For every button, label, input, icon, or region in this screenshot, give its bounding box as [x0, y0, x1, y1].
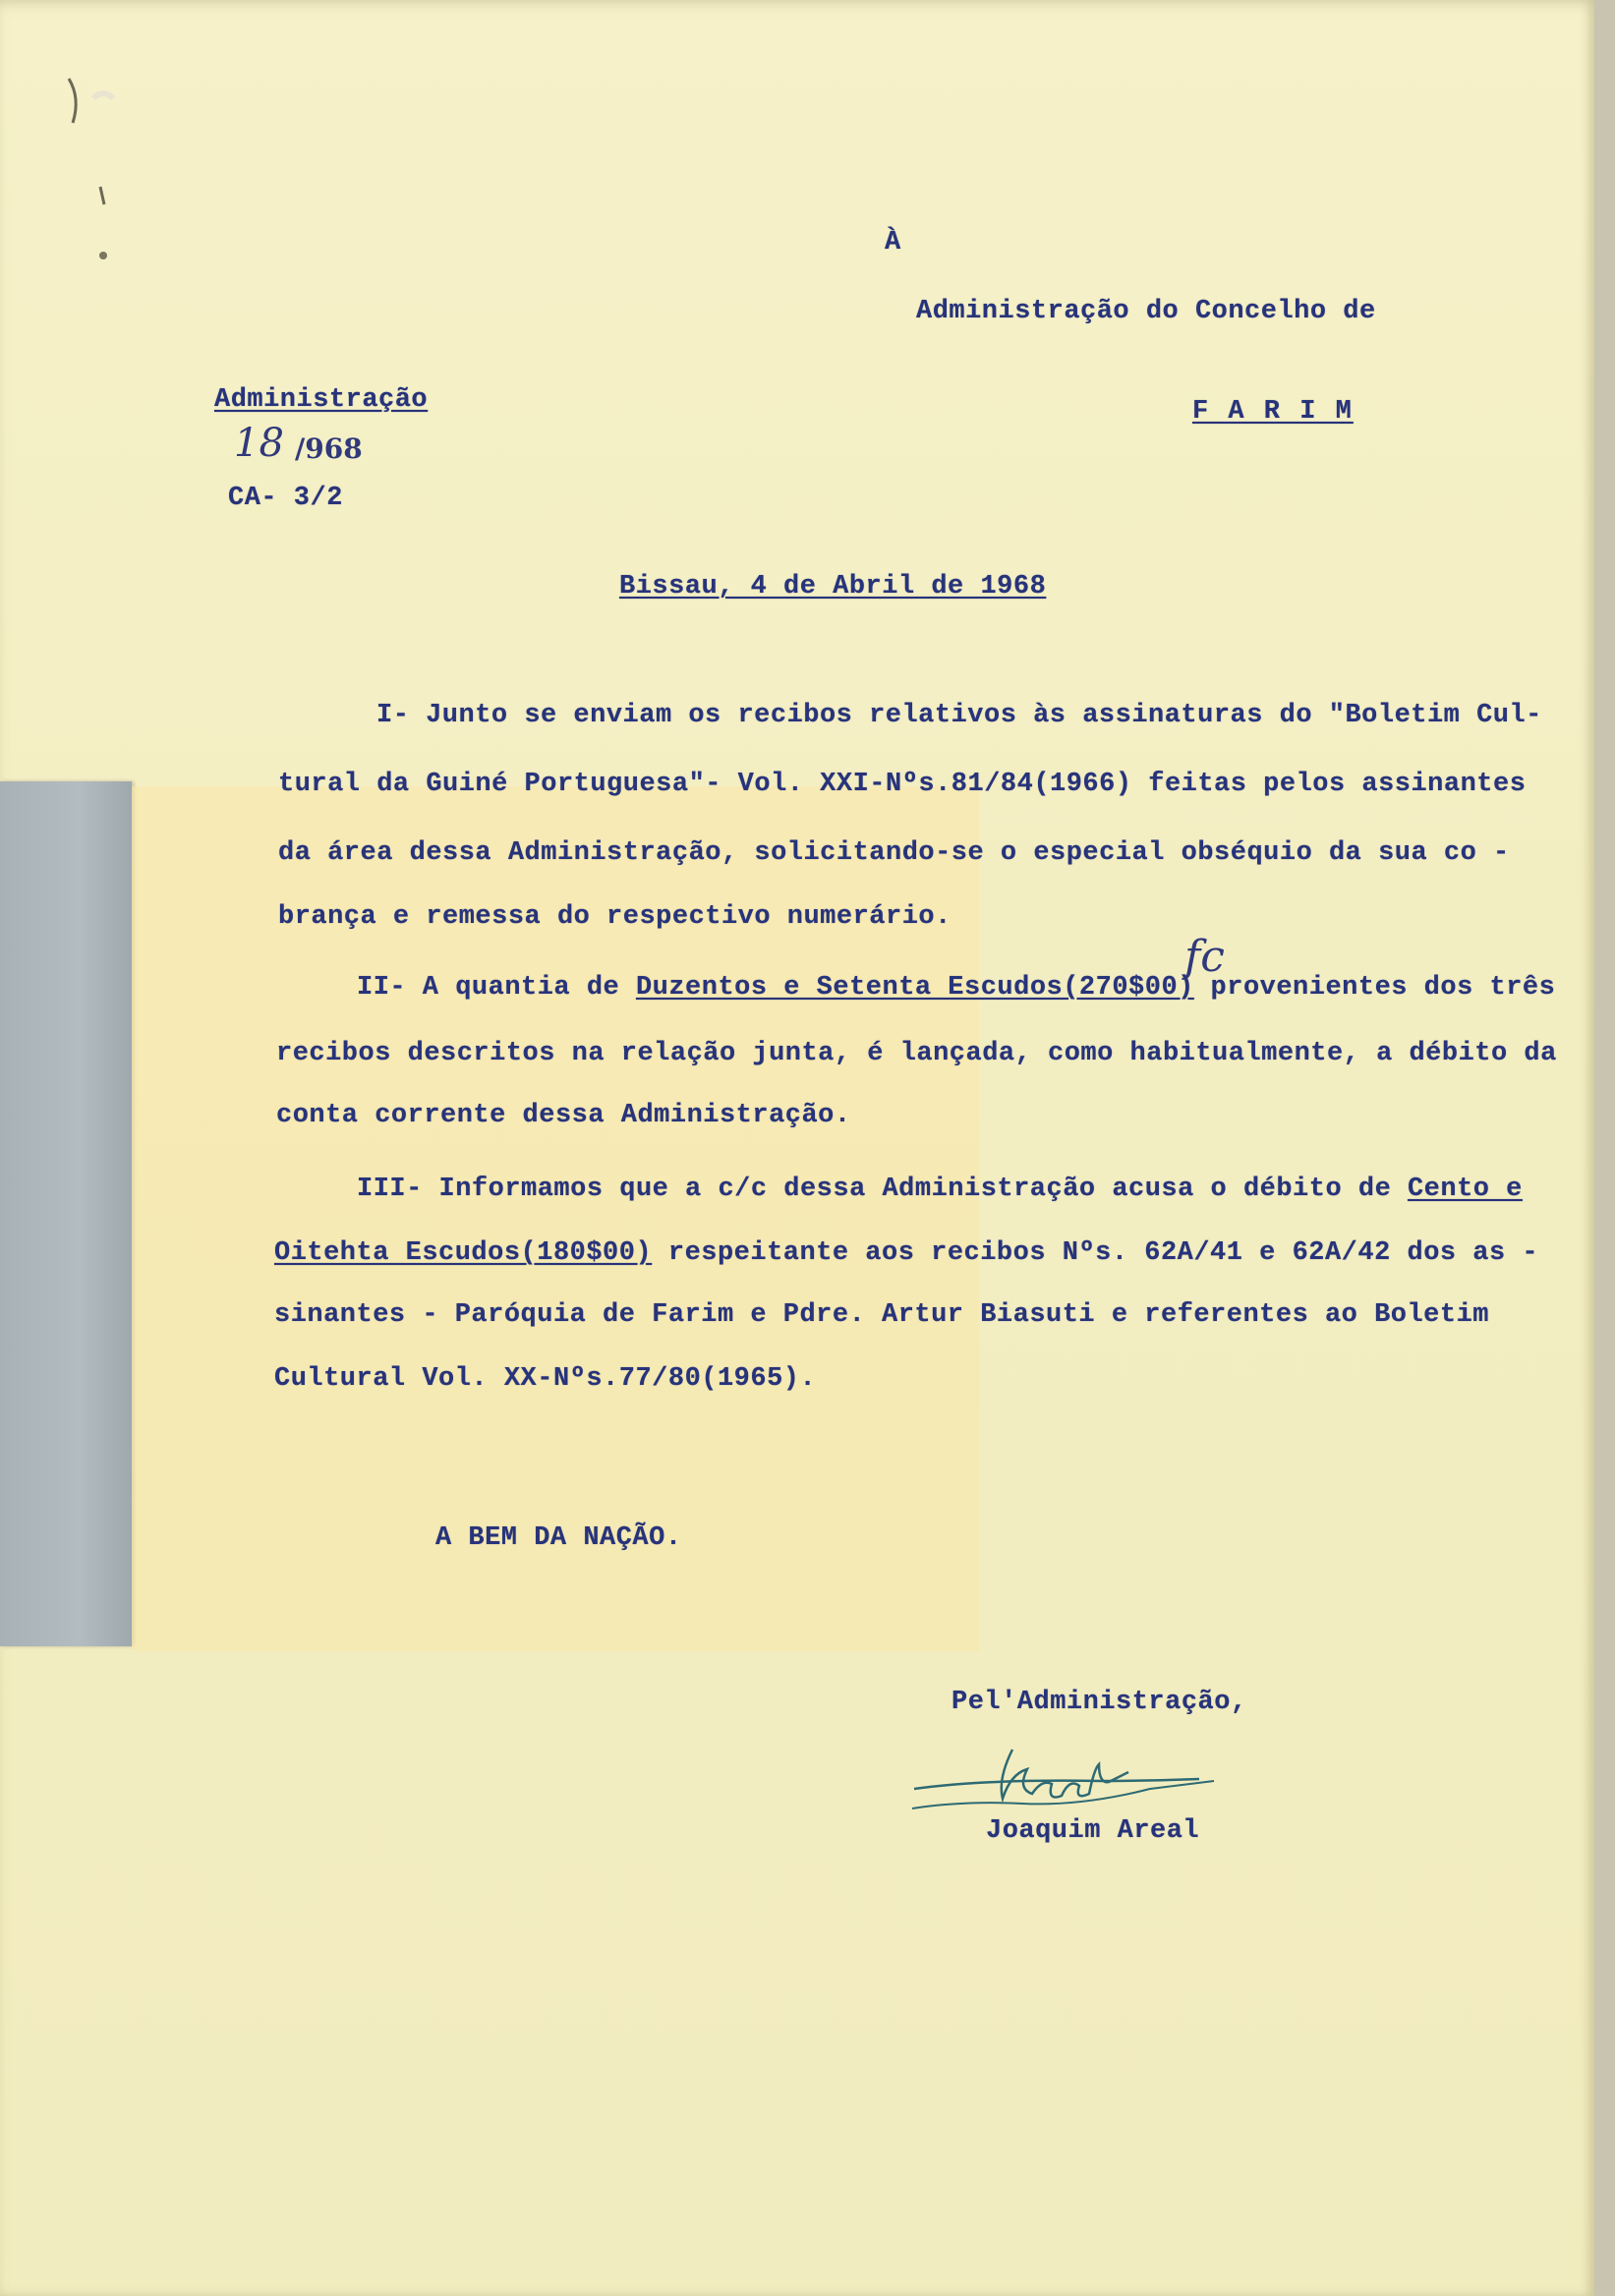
recipient-prefix: À [885, 228, 901, 258]
paragraph-3-tail: respeitante aos recibos Nºs. 62A/41 e 62A/42 dos as - [652, 1238, 1539, 1268]
paragraph-1-line: da área dessa Administração, solicitando-se o especial obséquio da sua co - [278, 838, 1510, 868]
paragraph-3-line [357, 1175, 1523, 1204]
paragraph-2-intro: II- A quantia de [357, 973, 636, 1003]
reference-label: Administração [214, 385, 429, 415]
paragraph-1-line: tural da Guiné Portuguesa"- Vol. XXI-Nºs.81/84(1966) feitas pelos assinantes [278, 770, 1527, 799]
paragraph-2-line: conta corrente dessa Administração. [276, 1101, 851, 1130]
reference-code: CA- 3/2 [228, 484, 343, 513]
paragraph-1-line: brança e remessa do respectivo numerário. [278, 902, 952, 932]
paragraph-3-line [274, 1238, 1538, 1268]
paragraph-3-line: Cultural Vol. XX-Nºs.77/80(1965). [274, 1364, 817, 1394]
paragraph-2-line: recibos descritos na relação junta, é lançada, como habitualmente, a débito da [276, 1039, 1557, 1068]
signature-on-behalf: Pel'Administração, [952, 1688, 1247, 1717]
paragraph-2-line [357, 973, 1555, 1003]
amount-180-part1: Cento e [1407, 1175, 1523, 1204]
signatory-name: Joaquim Areal [986, 1816, 1200, 1846]
reference-year: /968 [295, 432, 363, 465]
paragraph-3-intro: III- Informamos que a c/c dessa Administração acusa o débito de [357, 1175, 1408, 1204]
closing-salutation: A BEM DA NAÇÃO. [435, 1523, 682, 1553]
paragraph-3-line: sinantes - Paróquia de Farim e Pdre. Artur Biasuti e referentes ao Boletim [274, 1300, 1489, 1330]
recipient-line: Administração do Concelho de [916, 297, 1376, 326]
paragraph-1-line: I- Junto se enviam os recibos relativos às assinaturas do "Boletim Cul- [376, 701, 1542, 730]
amount-180-part2: Oitehta Escudos(180$00) [274, 1238, 653, 1268]
date-line: Bissau, 4 de Abril de 1968 [619, 572, 1047, 602]
handwritten-mark: fc [1184, 932, 1225, 982]
paragraph-2-tail: provenientes dos três [1193, 973, 1556, 1003]
underlying-gray-sheet [0, 781, 132, 1646]
reference-number-handwritten: 18 [234, 421, 284, 466]
recipient-place: F A R I M [1192, 397, 1354, 427]
paper-stain-marks [39, 69, 128, 285]
amount-270: Duzentos e Setenta Escudos(270$00) [635, 973, 1194, 1003]
